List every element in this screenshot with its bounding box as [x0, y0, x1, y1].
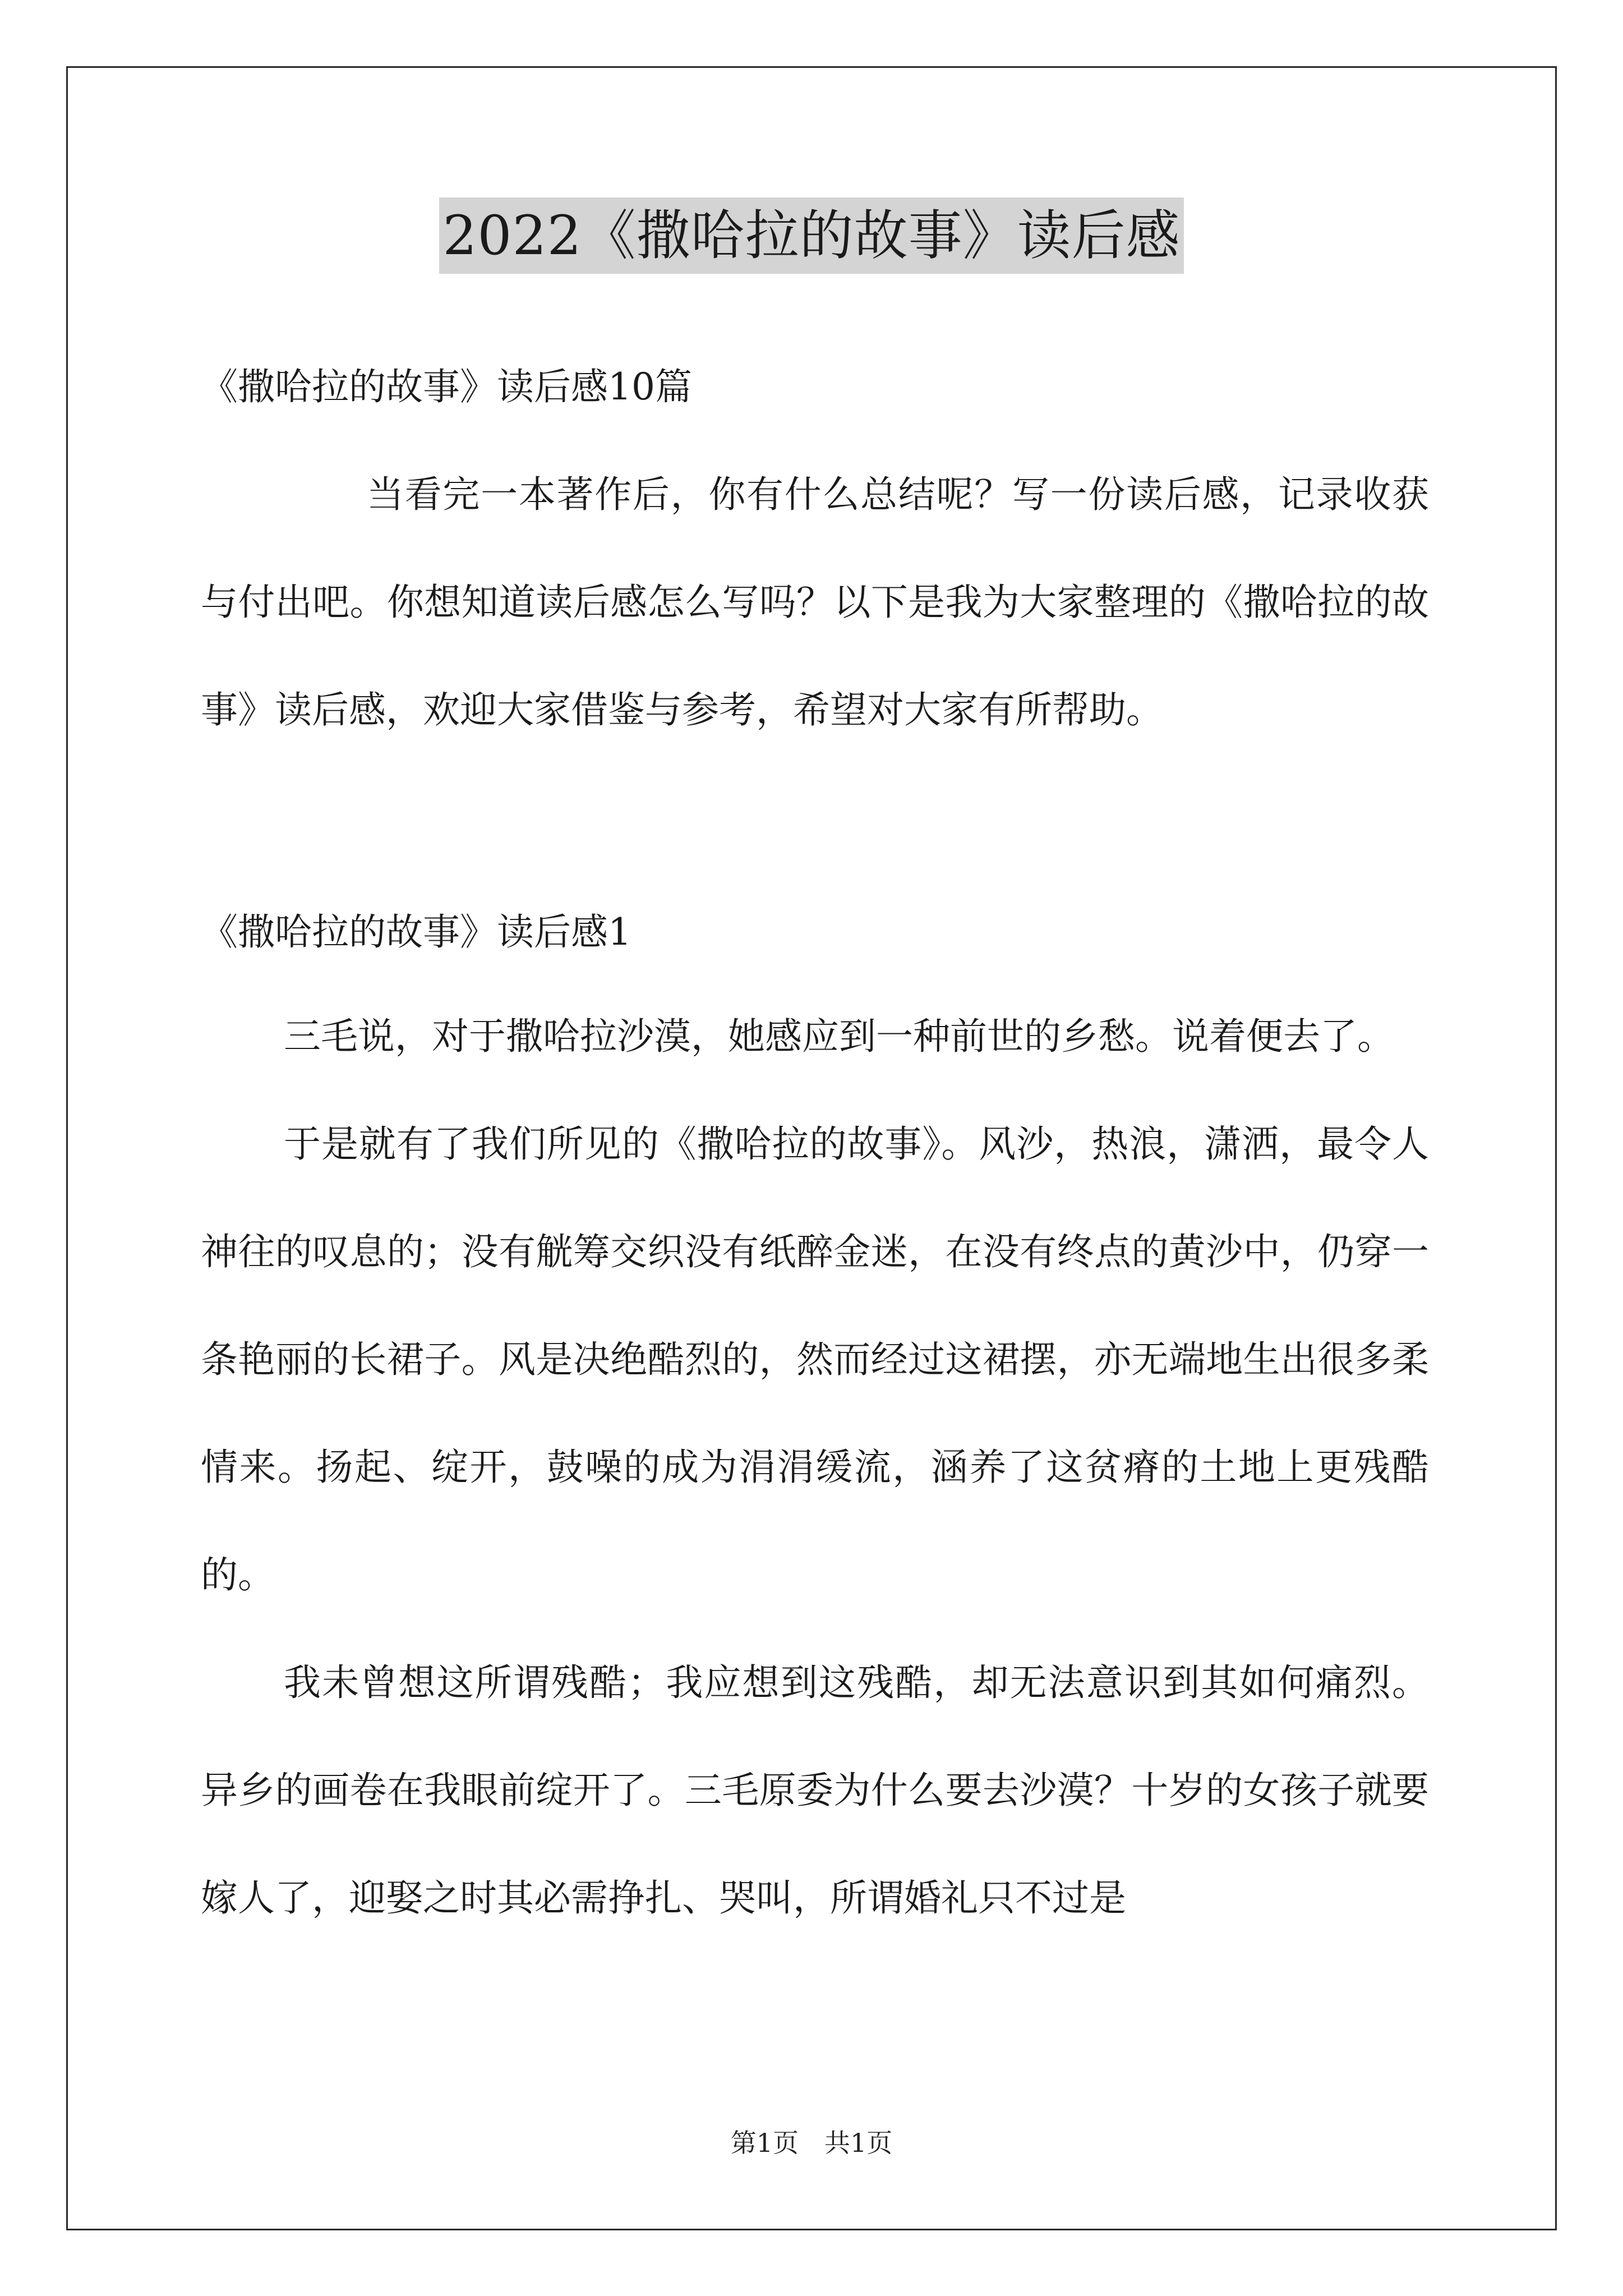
document-title: 2022《撒哈拉的故事》读后感: [439, 197, 1183, 274]
body-paragraph-2: 于是就有了我们所见的《撒哈拉的故事》。风沙，热浪，潇洒，最令人神往的叹息的；没有觥筹交织没有纸醉金迷，在没有终点的黄沙中，仍穿一条艳丽的长裙子。风是决绝酷烈的，然而经过这裙摆，亦无端地生出很多柔情来。扬起、绽开，鼓噪的成为涓涓缓流，涵养了这贫瘠的土地上更残酷的。: [201, 1122, 1429, 1596]
document-body: [201, 337, 1429, 1952]
section-heading: 《撒哈拉的故事》读后感1: [201, 910, 631, 954]
title-container: [0, 197, 1623, 274]
body-paragraph-1: 三毛说，对于撒哈拉沙漠，她感应到一种前世的乡愁。说着便去了。: [284, 1015, 1394, 1058]
intro-paragraph: 当看完一本著作后，你有什么总结呢？写一份读后感，记录收获与付出吧。你想知道读后感怎么写吗？以下是我为大家整理的《撒哈拉的故事》读后感，欢迎大家借鉴与参考，希望对大家有所帮助。: [201, 473, 1429, 731]
document-subtitle: 《撒哈拉的故事》读后感10篇: [201, 365, 692, 408]
page-footer: 第1页 共1页: [730, 2128, 893, 2158]
body-paragraph-3: 我未曾想这所谓残酷；我应想到这残酷，却无法意识到其如何痛烈。异乡的画卷在我眼前绽开了。三毛原委为什么要去沙漠？十岁的女孩子就要嫁人了，迎娶之时其必需挣扎、哭叫，所谓婚礼只不过是: [201, 1661, 1429, 1920]
